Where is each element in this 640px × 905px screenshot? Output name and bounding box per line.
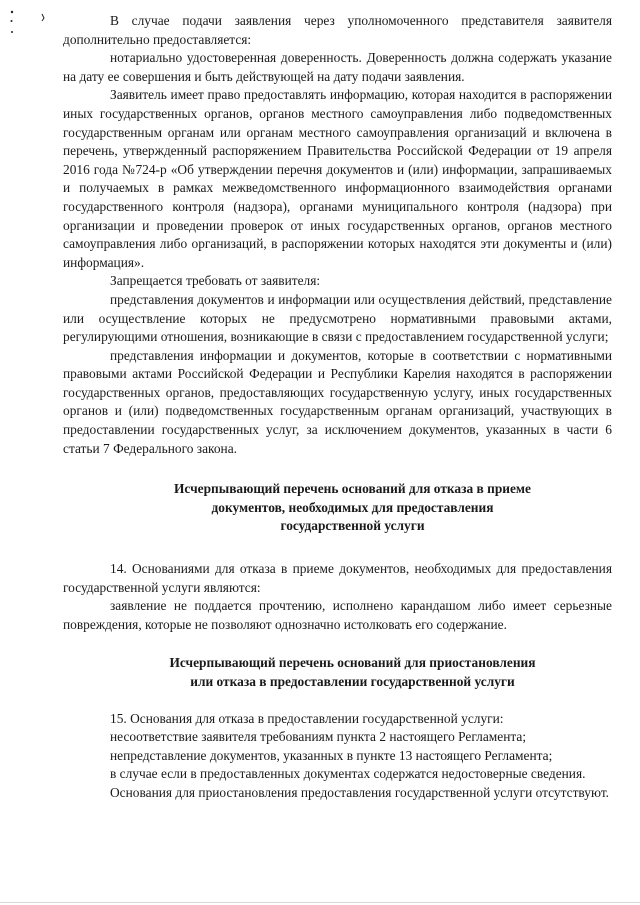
paragraph: заявление не поддается прочтению, исполнено карандашом либо имеет серьезные повреждения, которые не позволяют однозначно истолковать его содержание.	[63, 598, 612, 632]
heading-line: или отказа в предоставлении государственной услуги	[190, 674, 515, 689]
paragraph: Основания для приостановления предоставления государственной услуги отсутствуют.	[110, 784, 610, 800]
paragraph: 15. Основания для отказа в предоставлении государственной услуги:	[110, 710, 504, 726]
scan-artifact-marks	[8, 8, 48, 48]
paragraph: в случае если в предоставленных документах содержатся недостоверные сведения.	[110, 766, 586, 782]
paragraph: 14. Основаниями для отказа в приеме документов, необходимых для предоставления государственной услуги являются:	[63, 561, 612, 595]
paragraph: Заявитель имеет право предоставлять информацию, которая находится в распоряжении иных государственных органов, органов местного самоуправления либо подведомственных государственным органам или органам местного самоуправления организаций и включена в перечень, утвержденный распоряжением Правительства Российской Федерации от 19 апреля 2016 года №724-р «Об утверждении перечня документов и (или) информации, запрашиваемых и получаемых в рамках межведомственного информационного взаимодействия органами государственного контроля (надзора), органами муниципального контроля (надзора) при организации и проведении проверок от иных государственных органов, органов местного самоуправления либо организаций, в распоряжении которых находятся эти документы и (или) информация».	[63, 87, 612, 270]
section-heading-suspension-refusal	[63, 654, 612, 691]
heading-line: государственной услуги	[280, 518, 425, 534]
section-grounds-refusal-acceptance	[63, 560, 612, 634]
scan-edge-line	[0, 902, 640, 903]
heading-line: Исчерпывающий перечень оснований для приостановления	[169, 655, 536, 671]
paragraph: нотариально удостоверенная доверенность. Доверенность должна содержать указание на дату ее совершения и быть действующей на дату подачи заявления.	[63, 50, 612, 84]
paragraph: Запрещается требовать от заявителя:	[110, 273, 321, 289]
paragraph: несоответствие заявителя требованиям пункта 2 настоящего Регламента;	[110, 729, 527, 745]
heading-line: документов, необходимых для предоставления	[211, 499, 494, 515]
paragraph: представления информации и документов, которые в соответствии с нормативными правовыми актами Российской Федерации и Республики Карелия находятся в распоряжении государственных органов, предоставляющих государственную услугу, иных государственных органов и (или) подведомственных государственным органам организаций, участвующих в предоставлении государственных услуг, за исключением документов, указанных в части 6 статьи 7 Федерального закона.	[63, 347, 612, 456]
paragraph: В случае подачи заявления через уполномоченного представителя заявителя дополнительно предоставляется:	[63, 13, 612, 47]
paragraph: непредставление документов, указанных в пункте 13 настоящего Регламента;	[110, 747, 553, 763]
section-representative	[63, 12, 612, 458]
paragraph: представления документов и информации или осуществления действий, представление или осуществление которых не предусмотрено нормативными правовыми актами, регулирующими отношения, возникающие в связи с предоставлением государственной услуги;	[63, 291, 612, 345]
heading-line: Исчерпывающий перечень оснований для отказа в приеме	[173, 481, 531, 497]
section-heading-refusal-acceptance	[63, 480, 612, 536]
section-grounds-refusal-service	[63, 710, 612, 803]
